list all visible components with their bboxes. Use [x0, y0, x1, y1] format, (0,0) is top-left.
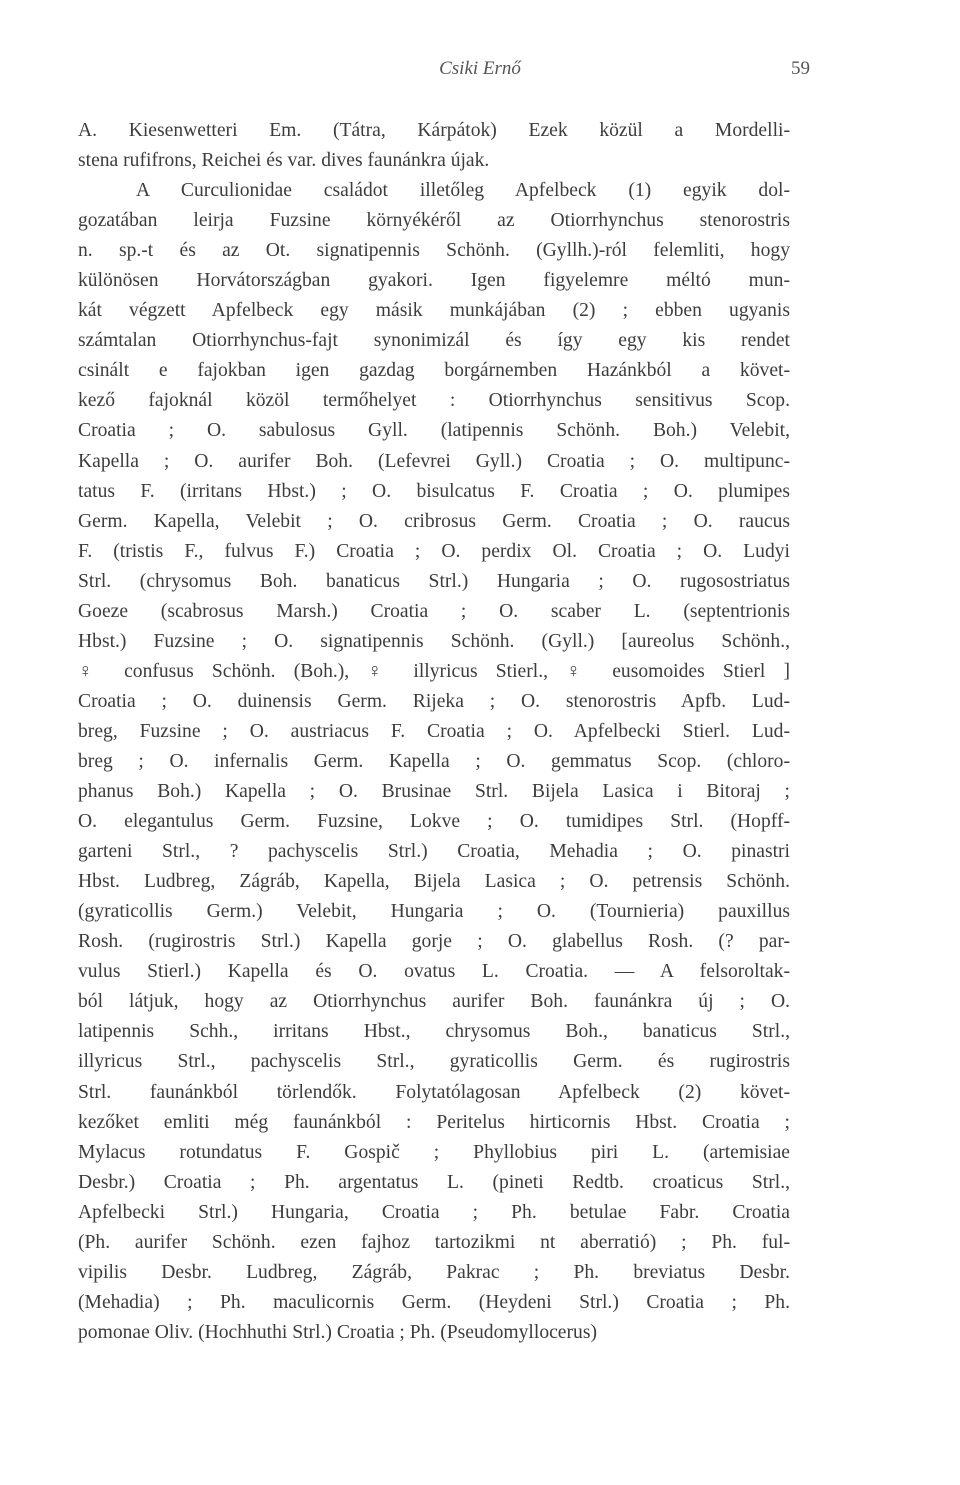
text-line: ♀ confusus Schönh. (Boh.), ♀ illyricus Stierl., ♀ eusomoides Stierl ] [78, 660, 790, 682]
text-line: Germ. Kapella, Velebit ; O. cribrosus Germ. Croatia ; O. raucus [78, 510, 790, 532]
text-line: breg, Fuzsine ; O. austriacus F. Croatia ; O. Apfelbecki Stierl. Lud- [78, 720, 790, 742]
page-number: 59 [791, 58, 810, 79]
body-text [78, 116, 790, 1348]
text-line: különösen Horvátországban gyakori. Igen figyelemre méltó mun- [78, 270, 790, 292]
text-line: Apfelbecki Strl.) Hungaria, Croatia ; Ph. betulae Fabr. Croatia [78, 1201, 790, 1223]
text-line: csinált e fajokban igen gazdag borgárnemben Hazánkból a követ- [78, 360, 790, 382]
text-line: A. Kiesenwetteri Em. (Tátra, Kárpátok) Ezek közül a Mordelli- [78, 120, 790, 141]
text-line: ból látjuk, hogy az Otiorrhynchus aurifer Boh. faunánkra új ; O. [78, 991, 790, 1013]
text-line: Mylacus rotundatus F. Gospič ; Phyllobius piri L. (artemisiae [78, 1141, 790, 1163]
text-line: stena rufifrons, Reichei és var. dives faunánkra újak. [78, 150, 490, 172]
text-line: Hbst. Ludbreg, Zágráb, Kapella, Bijela Lasica ; O. petrensis Schönh. [78, 871, 790, 893]
text-line: kezőket emliti még faunánkból : Peritelus hirticornis Hbst. Croatia ; [78, 1111, 790, 1133]
text-line: Strl. faunánkból törlendők. Folytatólagosan Apfelbeck (2) követ- [78, 1081, 790, 1103]
text-line: vulus Stierl.) Kapella és O. ovatus L. Croatia. — A felsoroltak- [78, 961, 790, 983]
text-line: (gyraticollis Germ.) Velebit, Hungaria ; O. (Tournieria) pauxillus [78, 901, 790, 923]
text-line: Desbr.) Croatia ; Ph. argentatus L. (pineti Redtb. croaticus Strl., [78, 1171, 790, 1193]
text-line: Croatia ; O. duinensis Germ. Rijeka ; O. stenorostris Apfb. Lud- [78, 690, 790, 712]
text-line: Hbst.) Fuzsine ; O. signatipennis Schönh. (Gyll.) [aureolus Schönh., [78, 630, 790, 652]
text-line: Rosh. (rugirostris Strl.) Kapella gorje ; O. glabellus Rosh. (? par- [78, 931, 790, 953]
text-line: gozatában leirja Fuzsine környékéről az Otiorrhynchus stenorostris [78, 210, 790, 232]
text-line: tatus F. (irritans Hbst.) ; O. bisulcatus F. Croatia ; O. plumipes [78, 480, 790, 502]
text-line: breg ; O. infernalis Germ. Kapella ; O. gemmatus Scop. (chloro- [78, 750, 790, 772]
text-line: O. elegantulus Germ. Fuzsine, Lokve ; O. tumidipes Strl. (Hopff- [78, 811, 790, 833]
text-line: kező fajoknál közöl termőhelyet : Otiorrhynchus sensitivus Scop. [78, 390, 790, 412]
text-line: garteni Strl., ? pachyscelis Strl.) Croatia, Mehadia ; O. pinastri [78, 841, 790, 863]
text-line: phanus Boh.) Kapella ; O. Brusinae Strl. Bijela Lasica i Bitoraj ; [78, 781, 790, 803]
text-line: Kapella ; O. aurifer Boh. (Lefevrei Gyll.) Croatia ; O. multipunc- [78, 450, 790, 472]
text-line: A Curculionidae családot illetőleg Apfelbeck (1) egyik dol- [136, 180, 790, 202]
text-line: n. sp.-t és az Ot. signatipennis Schönh. (Gyllh.)-ról felemliti, hogy [78, 240, 790, 262]
text-line: számtalan Otiorrhynchus-fajt synonimizál és így egy kis rendet [78, 330, 790, 352]
text-line: Goeze (scabrosus Marsh.) Croatia ; O. scaber L. (septentrionis [78, 600, 790, 622]
text-line: vipilis Desbr. Ludbreg, Zágráb, Pakrac ; Ph. breviatus Desbr. [78, 1261, 790, 1283]
text-line: kát végzett Apfelbeck egy másik munkájában (2) ; ebben ugyanis [78, 300, 790, 322]
text-line: pomonae Oliv. (Hochhuthi Strl.) Croatia ; Ph. (Pseudomyllocerus) [78, 1321, 597, 1343]
text-line: Croatia ; O. sabulosus Gyll. (latipennis Schönh. Boh.) Velebit, [78, 420, 790, 442]
text-line: latipennis Schh., irritans Hbst., chrysomus Boh., banaticus Strl., [78, 1021, 790, 1043]
text-line: illyricus Strl., pachyscelis Strl., gyraticollis Germ. és rugirostris [78, 1051, 790, 1073]
text-line: (Mehadia) ; Ph. maculicornis Germ. (Heydeni Strl.) Croatia ; Ph. [78, 1291, 790, 1313]
running-header-author: Csiki Ernő [439, 58, 521, 79]
text-line: Strl. (chrysomus Boh. banaticus Strl.) Hungaria ; O. rugosostriatus [78, 570, 790, 592]
text-line: (Ph. aurifer Schönh. ezen fajhoz tartozikmi nt aberratió) ; Ph. ful- [78, 1231, 790, 1253]
text-line: F. (tristis F., fulvus F.) Croatia ; O. perdix Ol. Croatia ; O. Ludyi [78, 540, 790, 562]
